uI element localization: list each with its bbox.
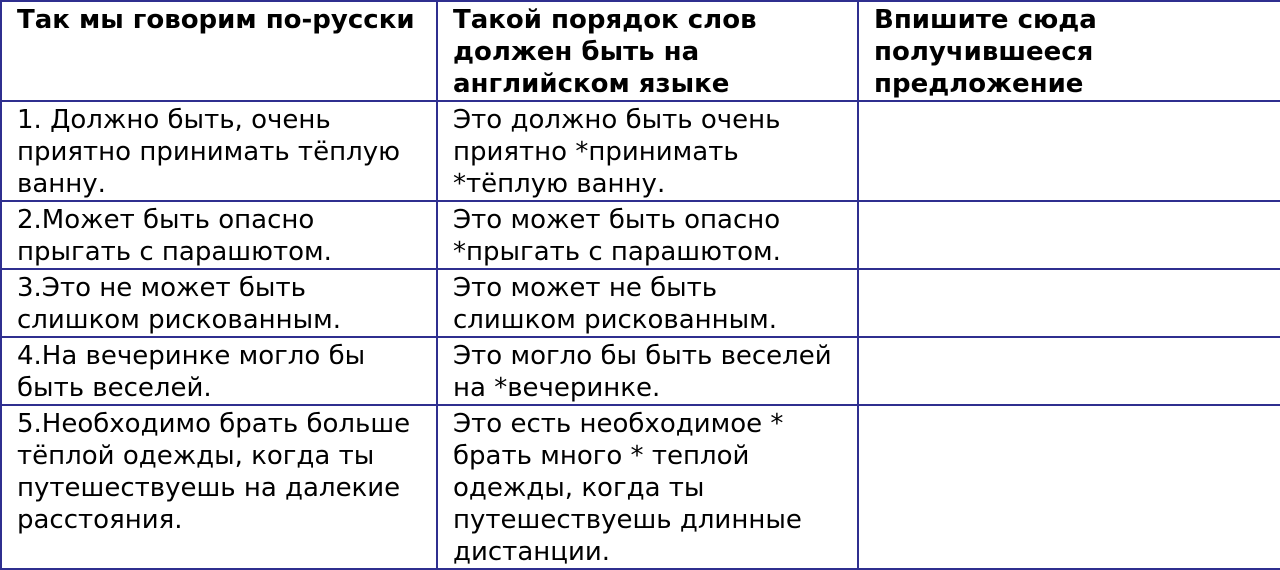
answer-cell[interactable] (858, 337, 1280, 405)
answer-cell[interactable] (858, 201, 1280, 269)
header-answer: Впишите сюда получившееся предложение (858, 1, 1280, 101)
russian-cell: 3.Это не может быть слишком рискованным. (1, 269, 437, 337)
english-order-cell: Это есть необходимое * брать много * теплой одежды, когда ты путешествуешь длинные дистанции. (437, 405, 858, 569)
russian-cell: 4.На вечеринке могло бы быть веселей. (1, 337, 437, 405)
english-order-cell: Это может не быть слишком рискованным. (437, 269, 858, 337)
header-english-order: Такой порядок слов должен быть на английском языке (437, 1, 858, 101)
table-row (1, 201, 1280, 269)
english-order-cell: Это могло бы быть веселей на *вечеринке. (437, 337, 858, 405)
answer-cell[interactable] (858, 405, 1280, 569)
russian-cell: 1. Должно быть, очень приятно принимать тёплую ванну. (1, 101, 437, 201)
header-row (1, 1, 1280, 101)
table-row (1, 269, 1280, 337)
table-row (1, 101, 1280, 201)
answer-cell[interactable] (858, 101, 1280, 201)
english-order-cell: Это может быть опасно *прыгать с парашютом. (437, 201, 858, 269)
russian-cell: 2.Может быть опасно прыгать с парашютом. (1, 201, 437, 269)
header-russian: Так мы говорим по-русски (1, 1, 437, 101)
answer-cell[interactable] (858, 269, 1280, 337)
table-row (1, 337, 1280, 405)
russian-cell: 5.Необходимо брать больше тёплой одежды, когда ты путешествуешь на далекие расстояния. (1, 405, 437, 569)
english-order-cell: Это должно быть очень приятно *принимать *тёплую ванну. (437, 101, 858, 201)
table-row (1, 405, 1280, 569)
